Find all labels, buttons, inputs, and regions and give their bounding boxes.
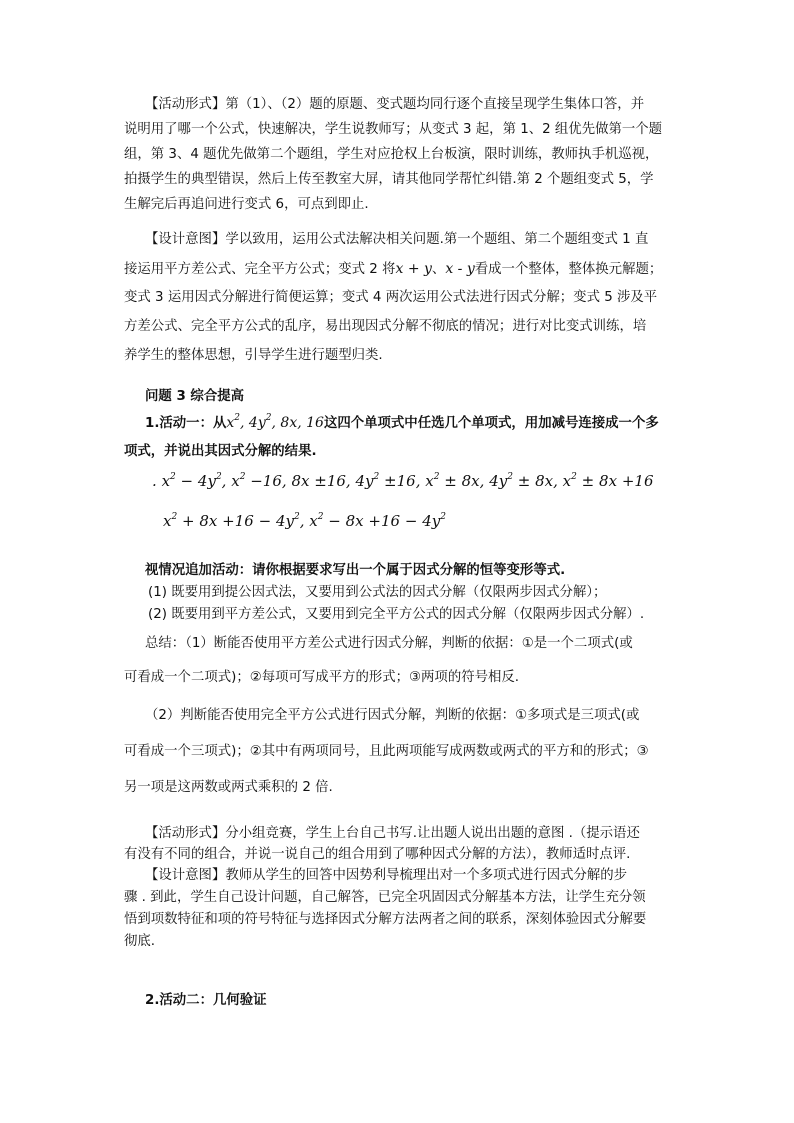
activity1-suffix: 这四个单项式中任选几个单项式，用加减号连接成一个多 bbox=[323, 416, 659, 431]
para2-line3: 变式 3 运用因式分解进行简便运算；变式 4 两次运用公式法进行因式分解；变式 5 涉及平 bbox=[124, 290, 658, 305]
para3-line4: 骤 . 到此，学生自己设计问题，自己解答，已完全巩固因式分解基本方法，让学生充分领 bbox=[124, 890, 646, 905]
para2-line1: 【设计意图】学以致用，运用公式法解决相关问题.第一个题组、第二个题组变式 1 直 bbox=[145, 232, 649, 247]
activity1-line2: 项式，并说出其因式分解的结果. bbox=[124, 444, 317, 459]
para2-text-b: 、 bbox=[431, 262, 446, 277]
activity2-title: 2.活动二：几何验证 bbox=[145, 993, 267, 1008]
activity1-prefix: 1.活动一：从 bbox=[145, 416, 227, 431]
para1-line4: 拍摄学生的典型错误，然后上传至教室大屏，请其他同学帮忙纠错.第 2 个题组变式 5，学 bbox=[124, 172, 654, 187]
extra-activity-item-2: (2) 既要用到平方差公式，又要用到完全平方公式的因式分解（仅限两步因式分解）. bbox=[148, 607, 645, 622]
extra-activity-item-1: (1) 既要用到提公因式法，又要用到公式法的因式分解（仅限两步因式分解）； bbox=[148, 585, 607, 600]
summary-line5: 另一项是这两数或两式乘积的 2 倍. bbox=[124, 780, 333, 795]
activity1-monomials: $x^2$, $4y^2$, 8x, 16 bbox=[226, 413, 324, 431]
para2-text-c: 看成一个整体，整体换元解题； bbox=[474, 262, 663, 277]
summary-line2: 可看成一个二项式)；②每项可写成平方的形式；③两项的符号相反. bbox=[124, 670, 520, 685]
para2-line5: 养学生的整体思想，引导学生进行题型归类. bbox=[124, 348, 383, 363]
para3-line6: 彻底. bbox=[124, 934, 156, 949]
para1-line3: 组，第 3、4 题优先做第二个题组，学生对应抢权上台板演，限时训练，教师执手机巡视， bbox=[124, 147, 659, 162]
para3-line1: 【活动形式】分小组竞赛，学生上台自己书写.让出题人说出出题的意图 .（提示语还 bbox=[145, 826, 640, 841]
summary-line3: （2）判断能否使用完全平方公式进行因式分解，判断的依据：①多项式是三项式(或 bbox=[145, 708, 640, 723]
para3-line2: 有没有不同的组合，并说一说自己的组合用到了哪种因式分解的方法），教师适时点评. bbox=[124, 847, 631, 862]
para1-line2: 说明用了哪一个公式，快速解决，学生说教师写；从变式 3 起，第 1、2 组优先做第一个题 bbox=[124, 122, 663, 137]
summary-line4: 可看成一个三项式)；②其中有两项同号，且此两项能写成两数或两式的平方和的形式；③ bbox=[124, 744, 649, 759]
math-x-plus-y: x + y bbox=[395, 261, 432, 277]
activity1-line1 bbox=[145, 413, 705, 434]
para1-line5: 生解完后再追问进行变式 6，可点到即止. bbox=[124, 197, 369, 212]
para2-line2 bbox=[124, 259, 684, 280]
para3-line5: 悟到项数特征和项的符号特征与选择因式分解方法两者之间的联系，深刻体验因式分解要 bbox=[124, 912, 647, 927]
para2-text-a: 接运用平方差公式、完全平方公式；变式 2 将 bbox=[124, 262, 396, 277]
para2-line4: 方差公式、完全平方公式的乱序，易出现因式分解不彻底的情况；进行对比变式训练，培 bbox=[124, 319, 647, 334]
para3-line3: 【设计意图】教师从学生的回答中因势利导梳理出对一个多项式进行因式分解的步 bbox=[145, 868, 628, 883]
summary-line1: 总结：（1）断能否使用平方差公式进行因式分解，判断的依据：①是一个二项式(或 bbox=[145, 636, 633, 651]
problem3-title: 问题 3 综合提高 bbox=[145, 389, 244, 404]
extra-activity-title: 视情况追加活动：请你根据要求写出一个属于因式分解的恒等变形等式. bbox=[145, 563, 566, 578]
math-x-minus-y: x - y bbox=[445, 261, 475, 277]
equation-list-2: $x^2 + 8x +16 - 4y^2$, $x^2 - 8x +16 - 4y^2$ bbox=[163, 512, 446, 530]
equation-list-1: . $x^2 - 4y^2$, $x^2 -16$, 8x ±16, $4y^2 \pm 16$, $x^2 \pm 8x$, $4y^2 \pm 8x$, $x^2 \pm 8x +16$ bbox=[152, 472, 654, 490]
para1-line1: 【活动形式】第（1）、（2）题的原题、变式题均同行逐个直接呈现学生集体口答，并 bbox=[145, 97, 645, 112]
